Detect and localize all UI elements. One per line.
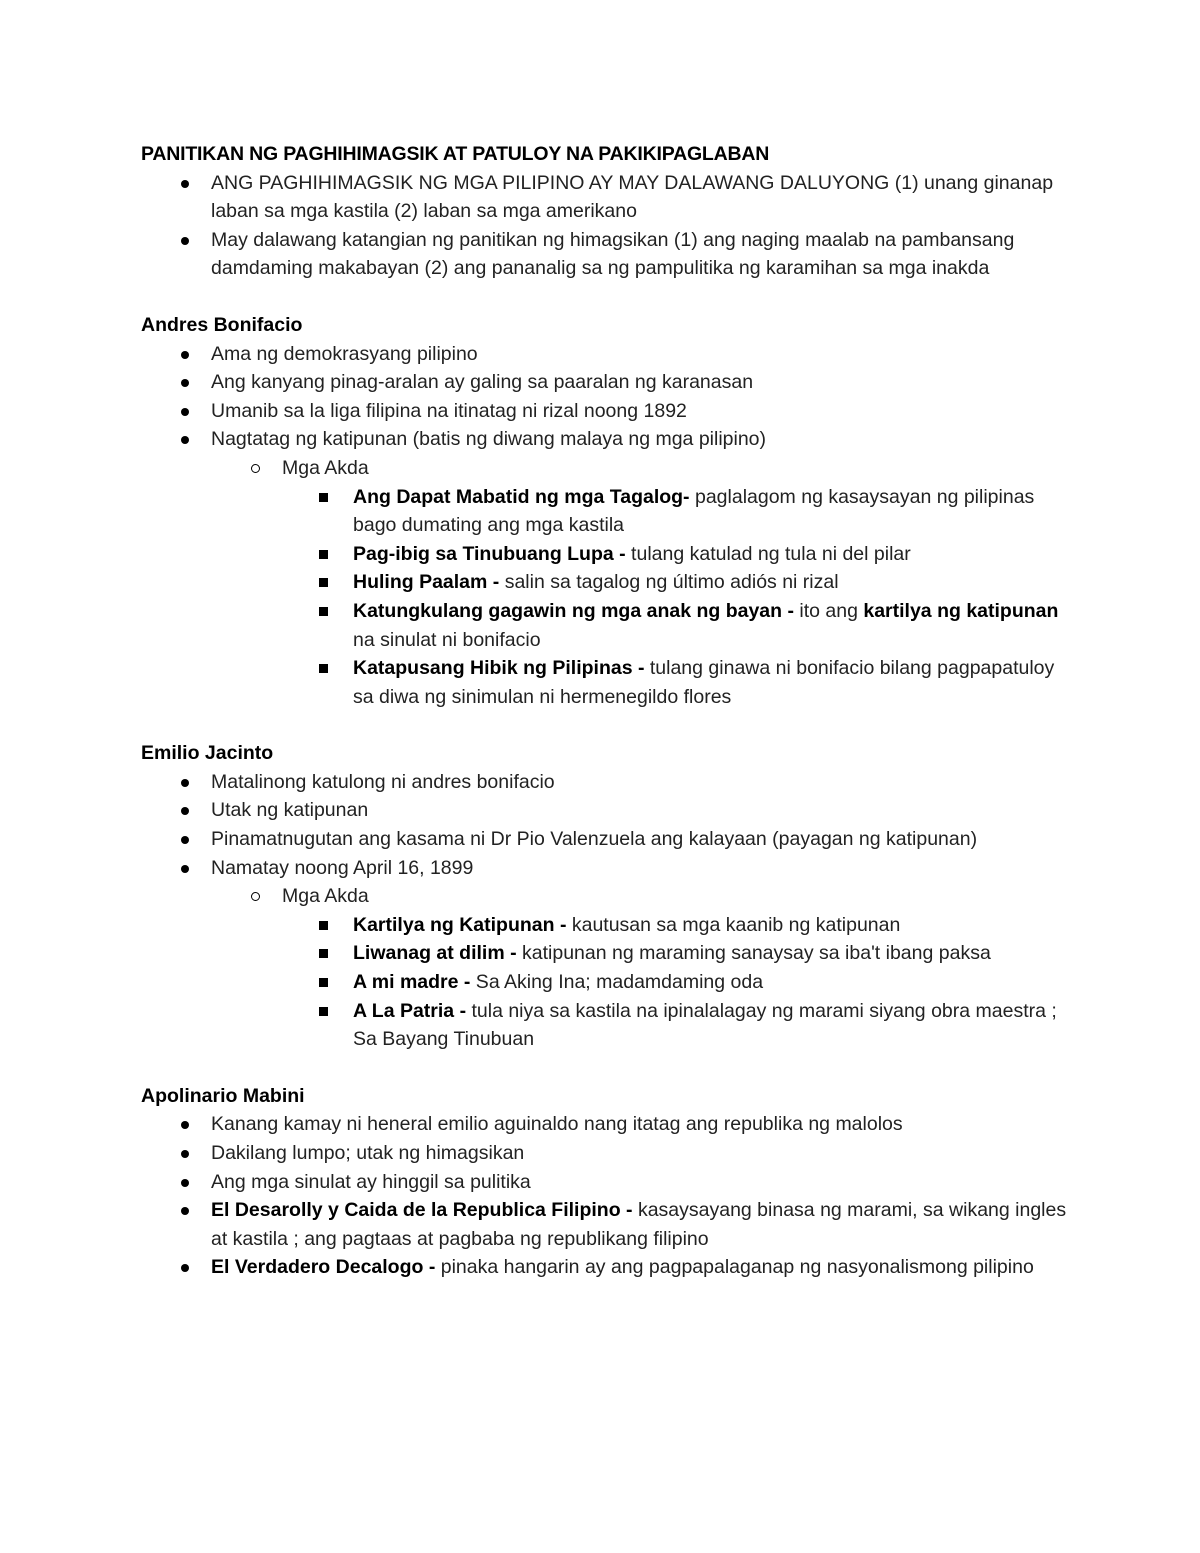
list-item: ANG PAGHIHIMAGSIK NG MGA PILIPINO AY MAY DALAWANG DALUYONG (1) unang ginanap laban sa mga kastila (2) laban sa mga amerikano — [141, 169, 1071, 226]
bullet-icon — [181, 351, 189, 359]
document-content — [141, 140, 1071, 1282]
document-title: PANITIKAN NG PAGHIHIMAGSIK AT PATULOY NA PAKIKIPAGLABAN — [141, 143, 770, 165]
square-bullet-icon — [319, 978, 328, 987]
work-item: Pag-ibig sa Tinubuang Lupa - tulang katulad ng tula ni del pilar — [141, 540, 1071, 569]
work-item: Kartilya ng Katipunan - kautusan sa mga kaanib ng katipunan — [141, 911, 1071, 940]
work-item: Huling Paalam - salin sa tagalog ng último adiós ni rizal — [141, 568, 1071, 597]
bonifacio-akda-list — [141, 454, 1071, 483]
hollow-bullet-icon — [251, 464, 260, 473]
work-item: A La Patria - tula niya sa kastila na ipinalalagay ng marami siyang obra maestra ; Sa Bayang Tinubuan — [141, 997, 1071, 1054]
square-bullet-icon — [319, 493, 328, 502]
list-item: Matalinong katulong ni andres bonifacio — [141, 768, 1071, 797]
bullet-icon — [181, 807, 189, 815]
list-item: Kanang kamay ni heneral emilio aguinaldo nang itatag ang republika ng malolos — [141, 1110, 1071, 1139]
list-item: Ama ng demokrasyang pilipino — [141, 340, 1071, 369]
list-item: Mga Akda — [141, 454, 1071, 483]
square-bullet-icon — [319, 664, 328, 673]
list-item: May dalawang katangian ng panitikan ng himagsikan (1) ang naging maalab na pambansang damdaming makabayan (2) ang pananalig sa ng pampulitika ng karamihan sa mga inakda — [141, 226, 1071, 283]
list-item: El Desarolly y Caida de la Republica Filipino - kasaysayang binasa ng marami, sa wikang ingles at kastila ; ang pagtaas at pagbaba ng republikang filipino — [141, 1196, 1071, 1253]
jacinto-works-list — [141, 911, 1071, 1054]
bullet-icon — [181, 1264, 189, 1272]
list-item: Ang mga sinulat ay hinggil sa pulitika — [141, 1168, 1071, 1197]
work-item: Ang Dapat Mabatid ng mga Tagalog- paglalagom ng kasaysayan ng pilipinas bago dumating ang mga kastila — [141, 483, 1071, 540]
jacinto-akda-list — [141, 882, 1071, 911]
list-item: Pinamatnugutan ang kasama ni Dr Pio Valenzuela ang kalayaan (payagan ng katipunan) — [141, 825, 1071, 854]
jacinto-list — [141, 768, 1071, 882]
bullet-icon — [181, 1179, 189, 1187]
list-item: Nagtatag ng katipunan (batis ng diwang malaya ng mga pilipino) — [141, 425, 1071, 454]
bonifacio-list — [141, 340, 1071, 454]
mabini-list — [141, 1110, 1071, 1282]
square-bullet-icon — [319, 578, 328, 587]
bullet-icon — [181, 865, 189, 873]
list-item: Mga Akda — [141, 882, 1071, 911]
list-item: Utak ng katipunan — [141, 796, 1071, 825]
bullet-icon — [181, 779, 189, 787]
bullet-icon — [181, 1207, 189, 1215]
bullet-icon — [181, 379, 189, 387]
work-item: A mi madre - Sa Aking Ina; madamdaming oda — [141, 968, 1071, 997]
square-bullet-icon — [319, 1007, 328, 1016]
intro-list — [141, 169, 1071, 283]
list-item: El Verdadero Decalogo - pinaka hangarin ay ang pagpapalaganap ng nasyonalismong pilipino — [141, 1253, 1071, 1282]
section-heading-jacinto: Emilio Jacinto — [141, 742, 274, 765]
bullet-icon — [181, 836, 189, 844]
work-item: Katapusang Hibik ng Pilipinas - tulang ginawa ni bonifacio bilang pagpapatuloy sa diwa ng sinimulan ni hermenegildo flores — [141, 654, 1071, 711]
square-bullet-icon — [319, 550, 328, 559]
section-heading-bonifacio: Andres Bonifacio — [141, 313, 303, 336]
list-item: Umanib sa la liga filipina na itinatag ni rizal noong 1892 — [141, 397, 1071, 426]
bullet-icon — [181, 1150, 189, 1158]
bullet-icon — [181, 436, 189, 444]
list-item: Dakilang lumpo; utak ng himagsikan — [141, 1139, 1071, 1168]
square-bullet-icon — [319, 921, 328, 930]
bullet-icon — [181, 408, 189, 416]
square-bullet-icon — [319, 949, 328, 958]
work-item: Katungkulang gagawin ng mga anak ng bayan - ito ang kartilya ng katipunan na sinulat ni bonifacio — [141, 597, 1071, 654]
section-heading-mabini: Apolinario Mabini — [141, 1084, 305, 1107]
square-bullet-icon — [319, 607, 328, 616]
list-item: Ang kanyang pinag-aralan ay galing sa paaralan ng karanasan — [141, 368, 1071, 397]
work-item: Liwanag at dilim - katipunan ng maraming sanaysay sa iba't ibang paksa — [141, 939, 1071, 968]
bonifacio-works-list — [141, 483, 1071, 712]
bullet-icon — [181, 1121, 189, 1129]
bullet-icon — [181, 180, 189, 188]
bullet-icon — [181, 237, 189, 245]
list-item: Namatay noong April 16, 1899 — [141, 854, 1071, 883]
hollow-bullet-icon — [251, 892, 260, 901]
